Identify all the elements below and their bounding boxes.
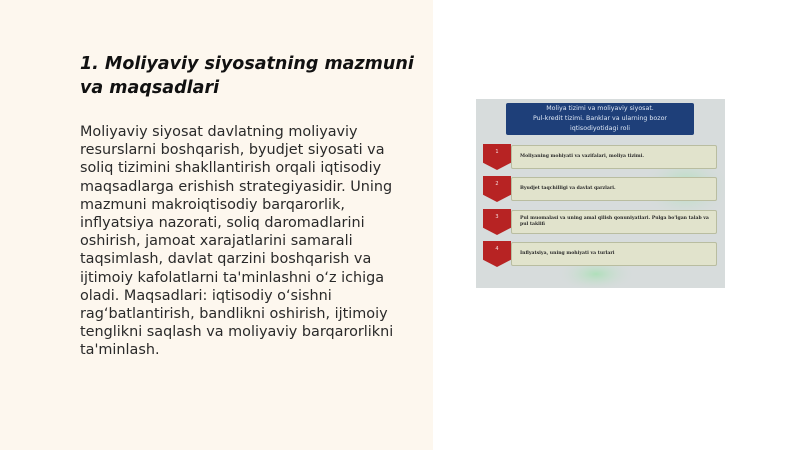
slide-list-item	[483, 241, 717, 267]
chevron-marker	[483, 176, 511, 202]
item-text: Inflyatsiya, uning mohiyati va turlari	[520, 251, 615, 256]
item-box	[511, 177, 717, 201]
slide-header-line: Moliya tizimi va moliyaviy siyosat.	[546, 105, 654, 112]
item-text: Byudjet taqchilligi va davlat qarzlari.	[520, 186, 616, 191]
chevron-marker	[483, 209, 511, 235]
item-number: 1	[495, 149, 499, 155]
item-number: 4	[495, 246, 499, 252]
section-title: 1. Moliyaviy siyosatning mazmuni va maqsadlari	[80, 54, 414, 98]
item-text: Moliyaning mohiyati va vazifalari, moliya tizimi.	[520, 154, 645, 159]
slide-list-item	[483, 209, 717, 235]
chevron-marker	[483, 241, 511, 267]
item-text: Pul muomalasi va uning amal qilish qonuniyatlari. Pulga bo'lgan talab va pul taklifi	[520, 216, 709, 227]
item-box	[511, 210, 717, 234]
slide-header-line: Pul-kredit tizimi. Banklar va ularning bozor	[532, 115, 668, 122]
item-number: 3	[495, 214, 499, 220]
slide-header-line: iqtisodiyotidagi roli	[569, 125, 631, 132]
slide-image	[476, 99, 725, 288]
section-body: Moliyaviy siyosat davlatning moliyaviy resurslarni boshqarish, byudjet siyosati va soliq tizimini shakllantirish orqali iqtisodiy maqsadlarga erishish strategiyasidir. Uning mazmuni makroiqtisodiy barqarorlik, inflyatsiya nazorati, soliq daromadlarini oshirish, jamoat xarajatlarini samarali taqsimlash, davlat qarzini boshqarish va ijtimoiy kafolatlarni ta'minlashni o‘z ichiga oladi. Maqsadlari: iqtisodiy o‘sishni rag‘batlantirish, bandlikni oshirish, ijtimoiy tenglikni saqlash va moliyaviy barqarorlikni ta'minlash.	[80, 124, 394, 359]
item-box	[511, 145, 717, 169]
slide-list-item	[483, 176, 717, 202]
item-box	[511, 242, 717, 266]
chevron-marker	[483, 144, 511, 170]
slide-list-item	[483, 144, 717, 170]
item-number: 2	[495, 181, 499, 187]
slide-header	[506, 103, 694, 135]
